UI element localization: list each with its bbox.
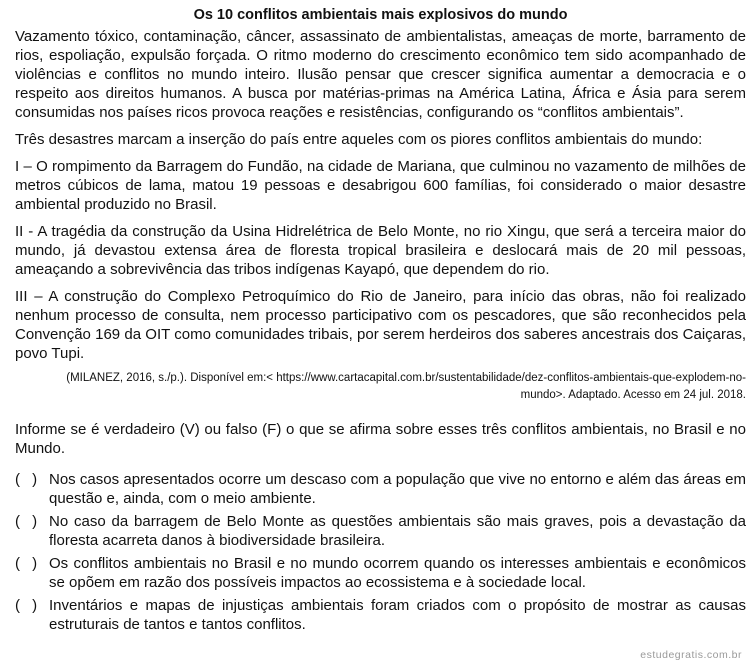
intro-paragraph: Vazamento tóxico, contaminação, câncer, assassinato de ambientalistas, ameaças de morte, barramento de rios, espoliação, expulsão forçada. O ritmo moderno do crescimento econômico tem sido acompanhado de violências e conflitos no mundo inteiro. Ilusão pensar que crescer significa aumentar a democracia e o respeito aos direitos humanos. A busca por matérias-primas na América Latina, África e Ásia para serem consumidas nos países ricos provoca reações e resistências, configurando os “conflitos ambientais”. xyxy=(15,28,746,121)
option-3-box: ( ) xyxy=(15,555,42,572)
disaster-iii-paragraph: III – A construção do Complexo Petroquímico do Rio de Janeiro, para início das obras, não foi realizado nenhum processo de consulta, nem processo participativo com os pescadores, que são reconhecidos pela Convenção 169 da OIT como comunidades tribais, por serem herdeiros dos saberes ancestrais dos Caiçaras, povo Tupi. xyxy=(15,288,746,362)
document-title: Os 10 conflitos ambientais mais explosivos do mundo xyxy=(193,7,568,23)
watermark: estudegratis.com.br xyxy=(640,649,742,661)
option-1-box: ( ) xyxy=(15,471,42,488)
question-statement: Informe se é verdadeiro (V) ou falso (F) o que se afirma sobre esses três conflitos ambientais, no Brasil e no Mundo. xyxy=(15,421,746,457)
citation: (MILANEZ, 2016, s./p.). Disponível em:< https://www.cartacapital.com.br/sustentabilidade/dez-conflitos-ambientais-que-explodem-no-mundo>. Adaptado. Acesso em 24 jul. 2018. xyxy=(66,372,746,401)
option-4 xyxy=(15,596,746,634)
option-4-box: ( ) xyxy=(15,597,42,614)
option-2 xyxy=(15,512,746,550)
disaster-ii-paragraph: II - A tragédia da construção da Usina Hidrelétrica de Belo Monte, no rio Xingu, que será a terceira maior do mundo, já devastou extensa área de floresta tropical brasileira e deslocará mais de 20 mil pessoas, ameaçando a sobrevivência das tribos indígenas Kayapó, que dependem do rio. xyxy=(15,223,746,278)
option-3-text: Os conflitos ambientais no Brasil e no mundo ocorrem quando os interesses ambientais e econômicos se opõem em razão dos possíveis impactos ao ecossistema e à sociedade local. xyxy=(49,555,746,591)
option-3 xyxy=(15,554,746,592)
option-1-text: Nos casos apresentados ocorre um descaso com a população que vive no entorno e além das áreas em questão e, ainda, com o meio ambiente. xyxy=(49,471,746,507)
option-2-box: ( ) xyxy=(15,513,42,530)
three-disasters-paragraph: Três desastres marcam a inserção do país entre aqueles com os piores conflitos ambientais do mundo: xyxy=(15,131,703,148)
option-1 xyxy=(15,470,746,508)
option-4-text: Inventários e mapas de injustiças ambientais foram criados com o propósito de mostrar as causas estruturais de tantos e tantos conflitos. xyxy=(49,597,746,633)
disaster-i-paragraph: I – O rompimento da Barragem do Fundão, na cidade de Mariana, que culminou no vazamento de milhões de metros cúbicos de lama, matou 19 pessoas e desabrigou 600 famílias, foi considerado o maior desastre ambiental produzido no Brasil. xyxy=(15,158,746,213)
option-2-text: No caso da barragem de Belo Monte as questões ambientais são mais graves, pois a devastação da floresta acarreta danos à biodiversidade brasileira. xyxy=(49,513,746,549)
document-page xyxy=(15,6,746,638)
